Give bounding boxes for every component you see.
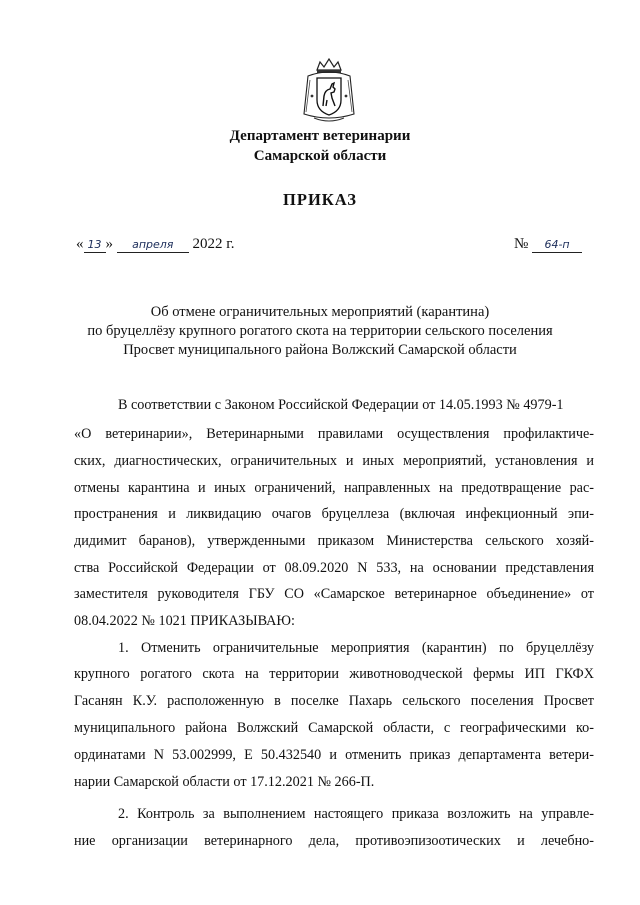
subject-line1: Об отмене ограничительных мероприятий (карантина) — [150, 304, 490, 320]
date-open-quote: « — [76, 236, 84, 252]
date-day: 13 — [84, 238, 106, 253]
body-line: нарии Самарской области от 17.12.2021 № 266-П. — [74, 774, 375, 790]
body-line: В соответствии с Законом Российской Федерации от 14.05.1993 № 4979-1 — [118, 397, 564, 413]
body-line: ства Российской Федерации от 08.09.2020 N 533, на основании представления — [74, 560, 594, 576]
date-month: апреля — [117, 238, 189, 253]
document-date — [76, 236, 234, 253]
body-line: 1. Отменить ограничительные мероприятия (карантин) по бруцеллёзу — [118, 640, 594, 656]
department-name-line1: Департамент ветеринарии — [229, 128, 411, 144]
number-value: 64-п — [532, 238, 582, 253]
subject-line3: Просвет муниципального района Волжский Самарской области — [123, 342, 517, 358]
body-line: ние организации ветеринарного дела, противоэпизоотических и лечебно- — [74, 833, 594, 849]
document-title: ПРИКАЗ — [283, 190, 357, 209]
body-line: 2. Контроль за выполнением настоящего приказа возложить на управле- — [118, 806, 594, 822]
body-line: отмены карантина и иных ограничений, направленных на предотвращение рас- — [74, 480, 594, 496]
body-line: дидимит баранов), утвержденными приказом Министерства сельского хозяй- — [74, 533, 594, 549]
body-line: «О ветеринарии», Ветеринарными правилами осуществления профилактиче- — [74, 426, 594, 442]
body-line: муниципального района Волжский Самарской области, с географическими ко- — [74, 720, 594, 736]
subject-line2: по бруцеллёзу крупного рогатого скота на территории сельского поселения — [87, 323, 553, 339]
date-close-quote: » — [105, 236, 113, 252]
document-number — [514, 236, 582, 253]
number-prefix: № — [514, 236, 529, 252]
body-line: пространения и ликвидацию очагов бруцеллеза (включая инфекционный эпи- — [74, 506, 594, 522]
samara-coat-of-arms-icon — [300, 56, 358, 124]
body-line: заместителя руководителя ГБУ СО «Самарское ветеринарное объединение» от — [74, 586, 594, 602]
body-line: ординатами N 53.002999, E 50.432540 и отменить приказ департамента ветери- — [74, 747, 594, 763]
body-line: крупного рогатого скота на территории животноводческой фермы ИП ГКФХ — [74, 666, 594, 682]
body-line: ских, диагностических, ограничительных и иных мероприятий, установления и — [74, 453, 594, 469]
body-line: 08.04.2022 № 1021 ПРИКАЗЫВАЮ: — [74, 613, 295, 629]
body-line: Гасанян К.У. расположенную в поселке Пахарь сельского поселения Просвет — [74, 693, 594, 709]
date-year: 2022 г. — [192, 236, 235, 252]
department-name-line2: Самарской области — [253, 148, 387, 164]
